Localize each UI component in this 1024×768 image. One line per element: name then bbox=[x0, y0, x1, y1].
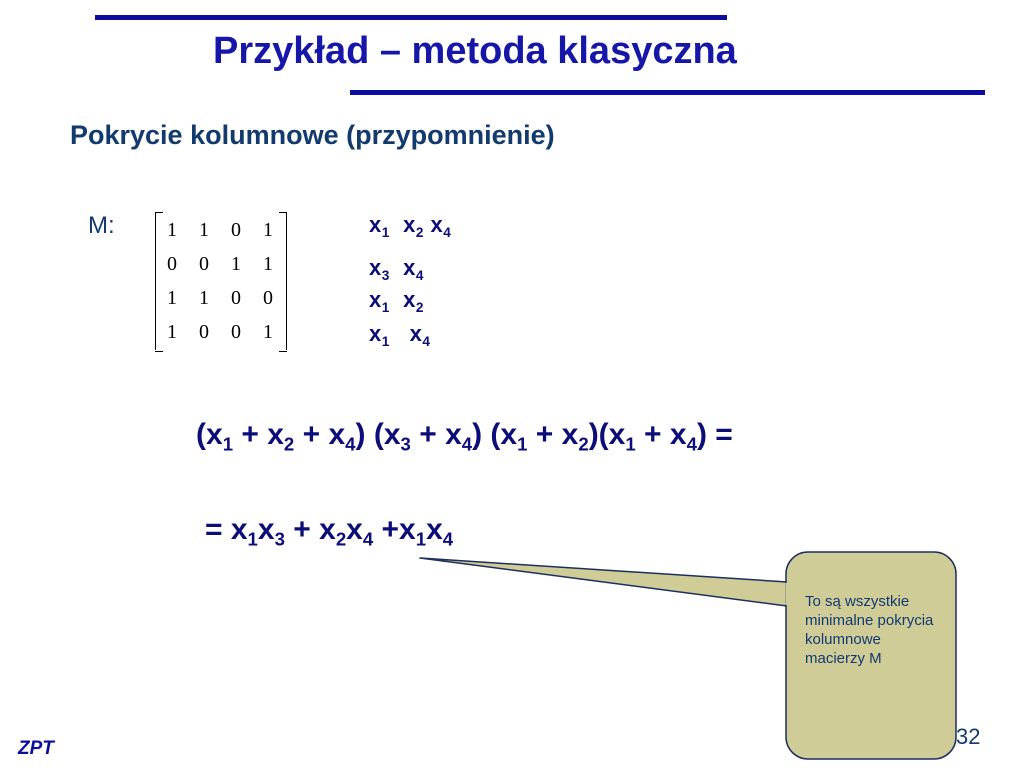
callout-text: To są wszystkie minimalne pokrycia kolumnowe macierzy M bbox=[805, 593, 934, 667]
product-of-sums: $(x_1 + x_2 + x_4) (x_3 + x_4) (x_1 + x_2)(x_1 + x_4)$ = bbox=[196, 418, 733, 455]
subscript: 2 bbox=[335, 528, 347, 550]
cover-var: x bbox=[403, 212, 416, 237]
cover-index: 1 bbox=[381, 333, 390, 349]
matrix-cell: 1 bbox=[199, 287, 209, 309]
cover-var: x bbox=[369, 255, 382, 280]
cover-var: x bbox=[403, 287, 416, 312]
subscript: 1 bbox=[247, 528, 258, 550]
cover-var: x bbox=[403, 255, 416, 280]
subscript: 4 bbox=[461, 433, 473, 455]
matrix-cell: 1 bbox=[167, 219, 177, 241]
matrix-cell: 0 bbox=[199, 253, 209, 275]
subscript: 1 bbox=[517, 433, 528, 455]
slide-title: Przykład – metoda klasyczna bbox=[213, 30, 737, 72]
cover-index: 2 bbox=[415, 224, 424, 240]
matrix-label: M: bbox=[88, 212, 115, 239]
subscript: 3 bbox=[400, 433, 411, 455]
cover-index: 4 bbox=[422, 333, 431, 349]
cover-index: 1 bbox=[381, 299, 390, 315]
cover-var: x bbox=[430, 212, 444, 237]
matrix-cell: 0 bbox=[167, 253, 177, 275]
matrix-cell: 1 bbox=[167, 321, 177, 343]
subscript: 4 bbox=[686, 433, 697, 455]
cover-var: x bbox=[369, 321, 382, 346]
cover-index: 4 bbox=[415, 267, 424, 283]
page-number: 32 bbox=[956, 724, 981, 749]
subscript: 4 bbox=[345, 433, 356, 455]
subscript: 3 bbox=[274, 528, 285, 550]
cover-var: x bbox=[369, 287, 382, 312]
cover-var: x bbox=[409, 321, 423, 346]
matrix-cell: 0 bbox=[231, 287, 241, 309]
subscript: 4 bbox=[362, 528, 374, 550]
footer-label: ZPT bbox=[18, 738, 54, 759]
cover-var: x bbox=[369, 212, 382, 237]
subscript: 1 bbox=[625, 433, 636, 455]
matrix-cell: 1 bbox=[263, 253, 273, 275]
matrix-cell: 0 bbox=[231, 219, 241, 241]
subscript: 4 bbox=[442, 528, 454, 550]
cover-index: 1 bbox=[381, 224, 390, 240]
matrix-cell: 1 bbox=[199, 219, 209, 241]
matrix-cell: 1 bbox=[263, 321, 273, 343]
subscript: 2 bbox=[578, 433, 589, 455]
subscript: 1 bbox=[222, 433, 234, 455]
subscript: 2 bbox=[283, 433, 295, 455]
sum-of-products-result: = $x_1x_3 + x_2x_4 +x_1x_4$ bbox=[205, 513, 454, 550]
matrix-cell: 0 bbox=[231, 321, 241, 343]
cover-index: 2 bbox=[415, 299, 424, 315]
callout-pointer bbox=[420, 558, 787, 606]
matrix-cell: 1 bbox=[167, 287, 177, 309]
cover-index: 4 bbox=[443, 224, 452, 240]
matrix-cell: 1 bbox=[231, 253, 241, 275]
cover-index: 3 bbox=[381, 267, 390, 283]
matrix-cell: 1 bbox=[263, 219, 273, 241]
subscript: 1 bbox=[415, 528, 427, 550]
matrix-cell: 0 bbox=[263, 287, 273, 309]
slide-subtitle: Pokrycie kolumnowe (przypomnienie) bbox=[70, 120, 555, 150]
matrix-cell: 0 bbox=[199, 321, 209, 343]
